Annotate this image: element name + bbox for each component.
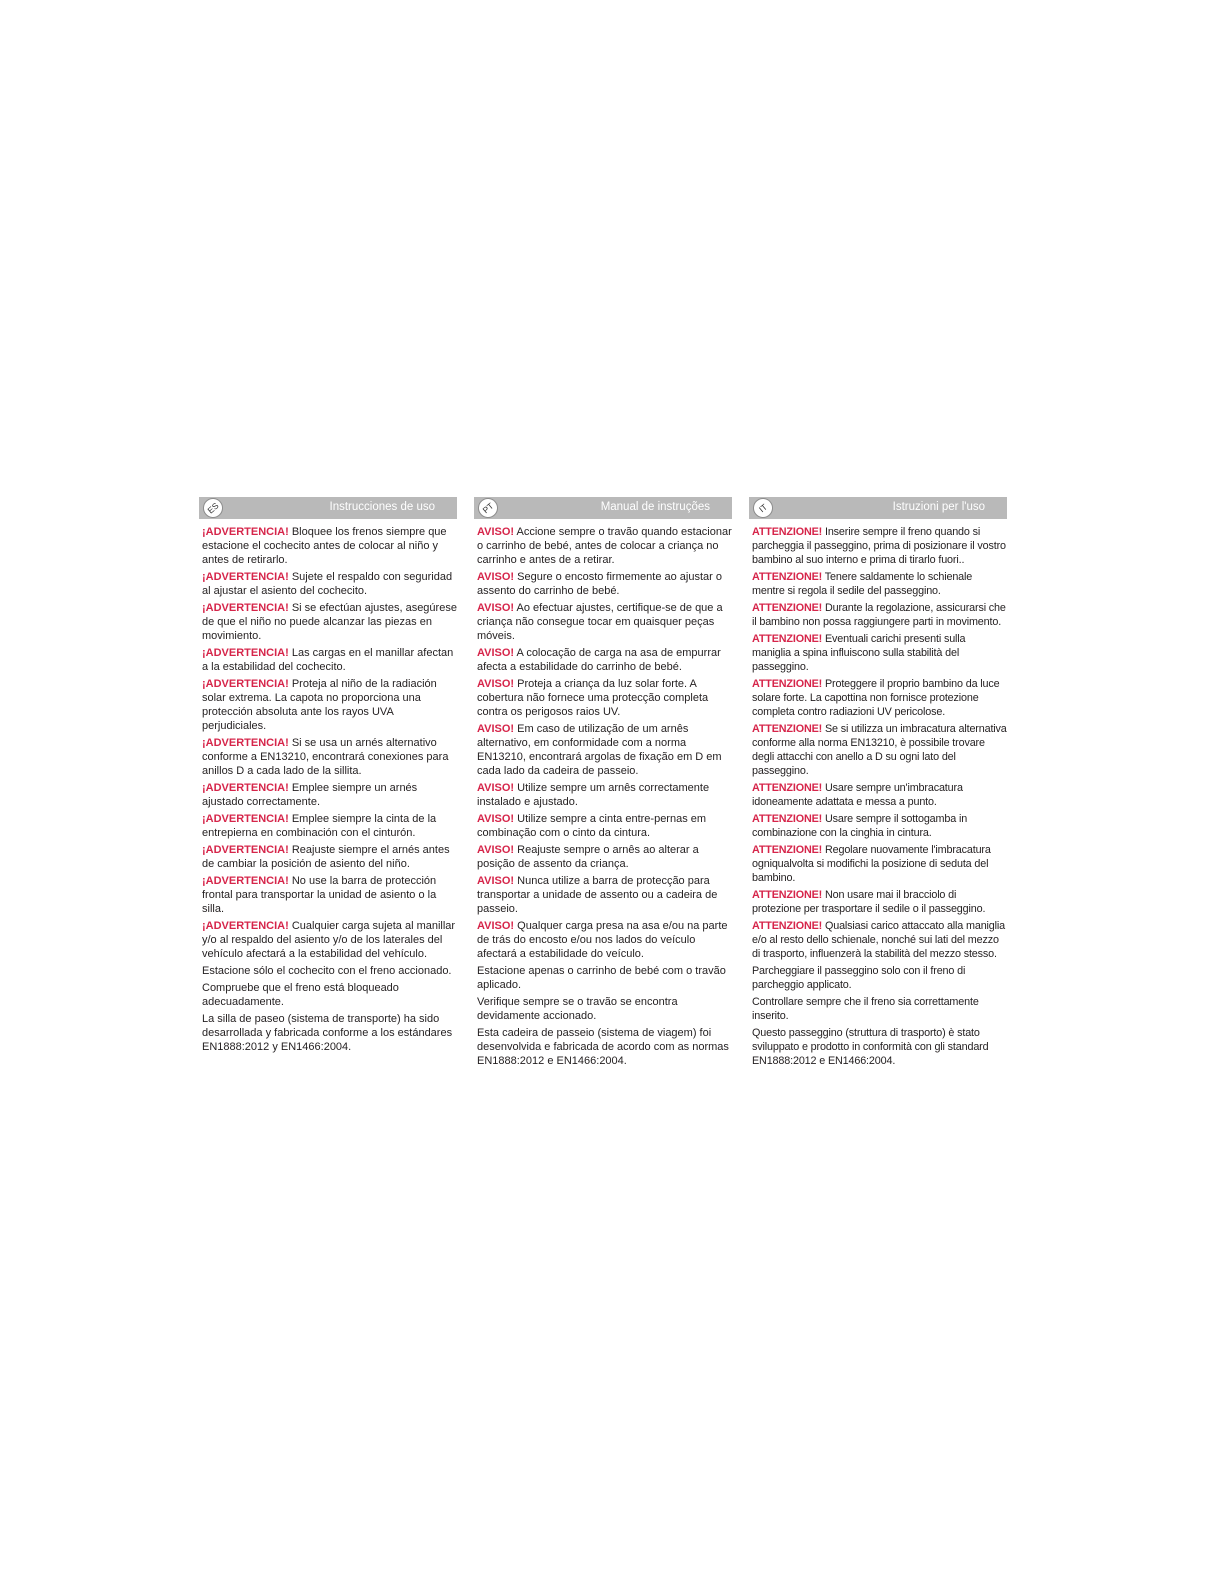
note-paragraph — [474, 964, 732, 992]
paragraph-text: Tenere saldamente lo schienale mentre si regola il sedile del passeggino. — [752, 571, 973, 597]
warning-paragraph — [474, 601, 732, 643]
warning-paragraph — [199, 781, 457, 809]
warning-label: ¡ADVERTENCIA! — [202, 647, 289, 659]
warning-paragraph — [474, 874, 732, 916]
warning-paragraph — [749, 843, 1007, 885]
paragraph-text: Accione sempre o travão quando estacionar o carrinho de bebé, antes de colocar a criança no carrinho e antes de a retirar. — [477, 526, 732, 566]
paragraph-text: A colocação de carga na asa de empurrar afecta a estabilidade do carrinho de bebé. — [477, 647, 721, 673]
note-paragraph — [199, 981, 457, 1009]
warning-label: ¡ADVERTENCIA! — [202, 875, 289, 887]
warning-label: ¡ADVERTENCIA! — [202, 737, 289, 749]
warning-paragraph — [474, 812, 732, 840]
warning-paragraph — [474, 677, 732, 719]
warning-paragraph — [749, 570, 1007, 598]
paragraph-text: Inserire sempre il freno quando si parcheggia il passeggino, prima di posizionare il vostro bambino al suo interno e prima di tirarlo fuori.. — [752, 526, 1006, 566]
paragraph-text: Questo passeggino (struttura di trasporto) è stato sviluppato e prodotto in conformità con gli standard EN1888:2012 e EN1466:2004. — [752, 1027, 989, 1067]
warning-paragraph — [474, 722, 732, 778]
warning-paragraph — [199, 812, 457, 840]
warning-label: ATTENZIONE! — [752, 571, 823, 583]
paragraph-text: Compruebe que el freno está bloqueado adecuadamente. — [202, 982, 399, 1008]
column-es — [199, 497, 457, 1057]
warning-label: AVISO! — [477, 678, 515, 690]
warning-paragraph — [474, 843, 732, 871]
warning-label: ATTENZIONE! — [752, 633, 823, 645]
paragraph-text: Nunca utilize a barra de protecção para transportar a unidade de assento ou a cadeira de passeio. — [477, 875, 718, 915]
paragraph-text: Usare sempre il sottogamba in combinazione con la cinghia in cintura. — [752, 813, 968, 839]
warning-paragraph — [749, 525, 1007, 567]
note-paragraph — [749, 995, 1007, 1023]
warning-paragraph — [749, 888, 1007, 916]
paragraph-text: Eventuali carichi presenti sulla maniglia a spina influiscono sulla stabilità del passeggino. — [752, 633, 966, 673]
paragraph-text: Se si utilizza un imbracatura alternativa conforme alla norma EN13210, è possibile trovare degli attacchi con anello a D su ogni lato del passeggino. — [752, 723, 1007, 777]
section-header — [749, 497, 1007, 519]
paragraph-text: Proteja a criança da luz solar forte. A cobertura não fornece uma protecção completa contra os perigosos raios UV. — [477, 678, 709, 718]
warning-paragraph — [749, 919, 1007, 961]
warning-label: AVISO! — [477, 526, 515, 538]
warning-label: AVISO! — [477, 875, 515, 887]
warning-paragraph — [199, 525, 457, 567]
note-paragraph — [474, 1026, 732, 1068]
warning-label: AVISO! — [477, 782, 515, 794]
column-it — [749, 497, 1007, 1071]
warning-label: AVISO! — [477, 844, 515, 856]
paragraph-text: Non usare mai il bracciolo di protezione per trasportare il sedile o il passeggino. — [752, 889, 986, 915]
paragraph-text: Si se efectúan ajustes, asegúrese de que el niño no puede alcanzar las piezas en movimiento. — [202, 602, 457, 642]
warning-label: ¡ADVERTENCIA! — [202, 526, 289, 538]
paragraph-text: Emplee siempre la cinta de la entrepierna en combinación con el cinturón. — [202, 813, 437, 839]
paragraph-text: Utilize sempre a cinta entre-pernas em combinação com o cinto da cintura. — [477, 813, 707, 839]
paragraph-text: Durante la regolazione, assicurarsi che il bambino non possa raggiungere parti in movimento. — [752, 602, 1006, 628]
note-paragraph — [199, 1012, 457, 1054]
paragraph-text: Proteja al niño de la radiación solar extrema. La capota no proporciona una protección absoluta ante los rayos UVA perjudiciales. — [202, 678, 437, 732]
warning-paragraph — [199, 919, 457, 961]
paragraph-text: Proteggere il proprio bambino da luce solare forte. La capottina non fornisce protezione completa contro radiazioni UV pericolose. — [752, 678, 1000, 718]
warning-label: ¡ADVERTENCIA! — [202, 678, 289, 690]
note-paragraph — [474, 995, 732, 1023]
paragraph-text: Ao efectuar ajustes, certifique-se de que a criança não consegue tocar em quaisquer peças móveis. — [477, 602, 723, 642]
warning-paragraph — [749, 632, 1007, 674]
warning-paragraph — [749, 677, 1007, 719]
warning-label: AVISO! — [477, 602, 515, 614]
paragraph-text: Utilize sempre um arnês correctamente instalado e ajustado. — [477, 782, 710, 808]
warning-paragraph — [199, 874, 457, 916]
paragraph-text: Controllare sempre che il freno sia correttamente inserito. — [752, 996, 979, 1022]
warning-label: ¡ADVERTENCIA! — [202, 571, 289, 583]
warning-label: ATTENZIONE! — [752, 723, 823, 735]
warning-label: ¡ADVERTENCIA! — [202, 920, 289, 932]
warning-paragraph — [199, 843, 457, 871]
warning-paragraph — [199, 570, 457, 598]
warning-paragraph — [199, 646, 457, 674]
warning-paragraph — [749, 722, 1007, 778]
paragraph-text: Estacione apenas o carrinho de bebé com o travão aplicado. — [477, 965, 726, 991]
language-badge: PT — [474, 494, 502, 522]
paragraph-text: Si se usa un arnés alternativo conforme a EN13210, encontrará conexiones para anillos D a cada lado de la sillita. — [202, 737, 449, 777]
paragraph-text: Bloquee los frenos siempre que estacione el cochecito antes de colocar al niño y antes de retirarlo. — [202, 526, 447, 566]
warning-paragraph — [199, 736, 457, 778]
warning-label: ¡ADVERTENCIA! — [202, 602, 289, 614]
paragraphs — [749, 525, 1007, 1068]
paragraph-text: Emplee siempre un arnés ajustado correctamente. — [202, 782, 418, 808]
paragraph-text: Qualsiasi carico attaccato alla maniglia e/o al resto dello schienale, nonché sui lati del mezzo di trasporto, influenzerà la stabilità del mezzo stesso. — [752, 920, 1006, 960]
paragraph-text: Reajuste siempre el arnés antes de cambiar la posición de asiento del niño. — [202, 844, 450, 870]
column-pt — [474, 497, 732, 1071]
language-badge: ES — [199, 494, 227, 522]
warning-paragraph — [474, 781, 732, 809]
warning-label: AVISO! — [477, 920, 515, 932]
note-paragraph — [749, 1026, 1007, 1068]
warning-paragraph — [749, 781, 1007, 809]
warning-label: AVISO! — [477, 723, 515, 735]
warning-label: ATTENZIONE! — [752, 782, 823, 794]
paragraphs — [199, 525, 457, 1054]
paragraph-text: Estacione sólo el cochecito con el freno accionado. — [202, 965, 452, 977]
section-title: Manual de instruções — [600, 501, 710, 513]
paragraph-text: Segure o encosto firmemente ao ajustar o assento do carrinho de bebé. — [477, 571, 722, 597]
paragraph-text: Usare sempre un'imbracatura idoneamente adattata e messa a punto. — [752, 782, 963, 808]
paragraph-text: Sujete el respaldo con seguridad al ajustar el asiento del cochecito. — [202, 571, 453, 597]
warning-label: ¡ADVERTENCIA! — [202, 782, 289, 794]
paragraph-text: Las cargas en el manillar afectan a la estabilidad del cochecito. — [202, 647, 454, 673]
section-title: Instrucciones de uso — [329, 501, 435, 513]
warning-label: ¡ADVERTENCIA! — [202, 813, 289, 825]
section-header — [199, 497, 457, 519]
paragraph-text: Em caso de utilização de um arnês alternativo, em conformidade com a norma EN13210, encontrará argolas de fixação em D em cada lado da cadeira de passeio. — [477, 723, 722, 777]
paragraph-text: Regolare nuovamente l'imbracatura ogniqualvolta si modifichi la posizione di seduta del bambino. — [752, 844, 991, 884]
warning-label: ATTENZIONE! — [752, 889, 823, 901]
warning-paragraph — [749, 601, 1007, 629]
section-title: Istruzioni per l'uso — [892, 501, 985, 513]
warning-paragraph — [474, 646, 732, 674]
warning-paragraph — [474, 570, 732, 598]
warning-paragraph — [474, 525, 732, 567]
warning-paragraph — [474, 919, 732, 961]
note-paragraph — [749, 964, 1007, 992]
paragraph-text: Cualquier carga sujeta al manillar y/o al respaldo del asiento y/o de los laterales del vehículo afectará a la estabilidad del vehículo. — [202, 920, 456, 960]
warning-label: ¡ADVERTENCIA! — [202, 844, 289, 856]
language-badge: IT — [749, 494, 777, 522]
warning-label: AVISO! — [477, 647, 515, 659]
note-paragraph — [199, 964, 457, 978]
paragraph-text: Esta cadeira de passeio (sistema de viagem) foi desenvolvida e fabricada de acordo com as normas EN1888:2012 e EN1466:2004. — [477, 1027, 729, 1067]
warning-label: ATTENZIONE! — [752, 844, 823, 856]
warning-label: ATTENZIONE! — [752, 526, 823, 538]
paragraph-text: Qualquer carga presa na asa e/ou na parte de trás do encosto e/ou nos lados do veículo afectará a estabilidade do veículo. — [477, 920, 728, 960]
warning-label: ATTENZIONE! — [752, 678, 823, 690]
warning-label: ATTENZIONE! — [752, 602, 823, 614]
warning-paragraph — [199, 677, 457, 733]
paragraphs — [474, 525, 732, 1068]
warning-paragraph — [199, 601, 457, 643]
paragraph-text: La silla de paseo (sistema de transporte) ha sido desarrollada y fabricada conforme a los estándares EN1888:2012 y EN1466:2004. — [202, 1013, 453, 1053]
warning-label: AVISO! — [477, 571, 515, 583]
warning-paragraph — [749, 812, 1007, 840]
paragraph-text: Parcheggiare il passeggino solo con il freno di parcheggio applicato. — [752, 965, 966, 991]
warning-label: ATTENZIONE! — [752, 920, 823, 932]
warning-label: AVISO! — [477, 813, 515, 825]
warning-label: ATTENZIONE! — [752, 813, 823, 825]
paragraph-text: Reajuste sempre o arnês ao alterar a posição de assento da criança. — [477, 844, 699, 870]
paragraph-text: No use la barra de protección frontal para transportar la unidad de asiento o la silla. — [202, 875, 437, 915]
paragraph-text: Verifique sempre se o travão se encontra devidamente accionado. — [477, 996, 678, 1022]
section-header — [474, 497, 732, 519]
